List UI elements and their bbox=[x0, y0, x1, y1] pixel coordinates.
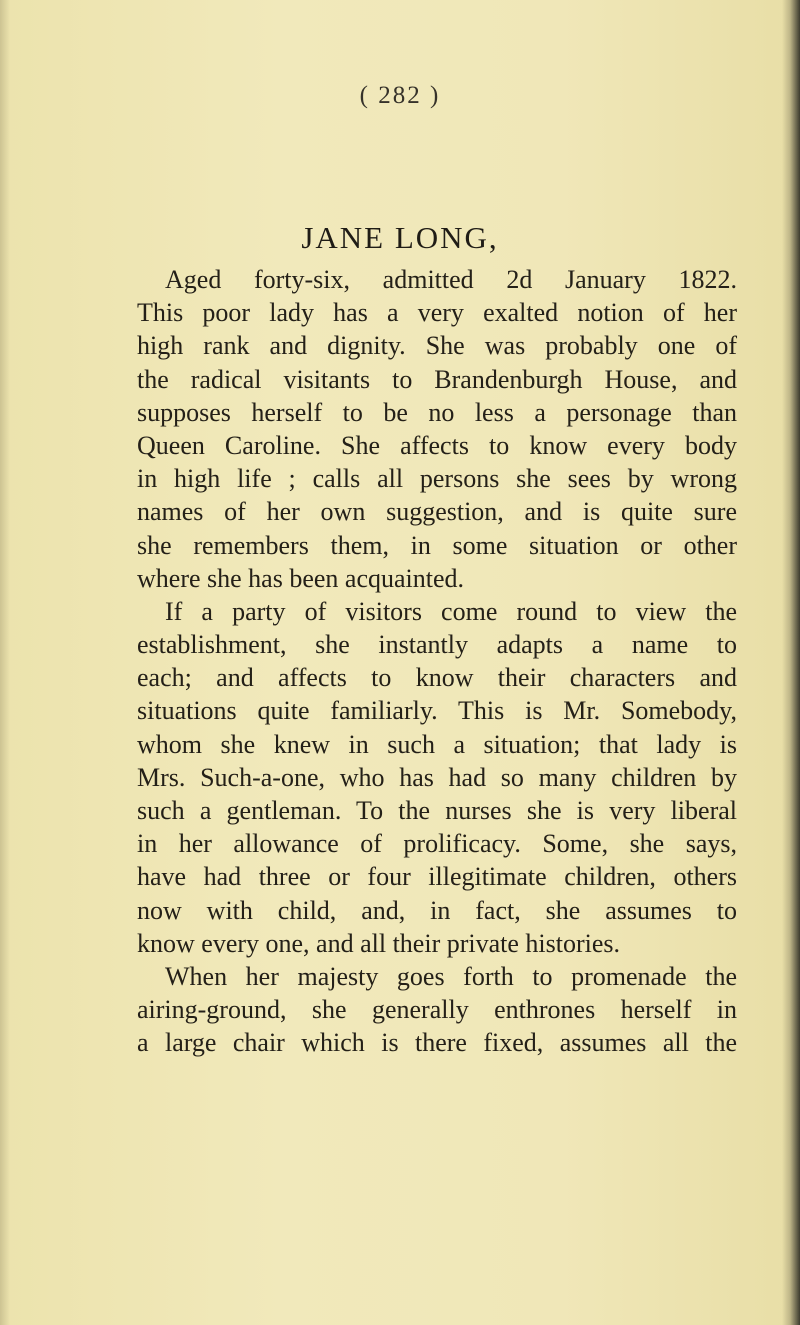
text-line: have had three or four illegitimate children, others bbox=[137, 862, 737, 892]
text-line: in high life ; calls all persons she sees by wrong bbox=[137, 464, 737, 494]
text-line: such a gentleman. To the nurses she is very liberal bbox=[137, 796, 737, 825]
text-line: establishment, she instantly adapts a name to bbox=[137, 630, 737, 660]
text-line: where she has been acquainted. bbox=[137, 563, 465, 593]
text-line: whom she knew in such a situation; that lady is bbox=[137, 729, 737, 759]
text-line: When her majesty goes forth to promenade the bbox=[165, 961, 737, 991]
text-line: she remembers them, in some situation or other bbox=[137, 530, 737, 560]
text-line: airing-ground, she generally enthrones herself in bbox=[137, 995, 737, 1025]
text-line: in her allowance of prolificacy. Some, she says, bbox=[137, 829, 737, 859]
text-line: know every one, and all their private histories. bbox=[137, 928, 621, 958]
body-text bbox=[137, 263, 737, 1060]
page-edge-shadow bbox=[782, 0, 800, 1325]
text-line: the radical visitants to Brandenburgh House, and bbox=[137, 364, 737, 394]
entry-heading: JANE LONG, bbox=[301, 220, 499, 255]
text-line: names of her own suggestion, and is quite sure bbox=[137, 497, 737, 527]
page-number: ( 282 ) bbox=[359, 82, 441, 109]
text-line: supposes herself to be no less a personage than bbox=[137, 397, 737, 427]
text-line: This poor lady has a very exalted notion of her bbox=[137, 298, 737, 328]
text-line: Mrs. Such-a-one, who has had so many children by bbox=[137, 762, 737, 792]
page-gutter-shadow bbox=[0, 0, 10, 1325]
text-line: Queen Caroline. She affects to know every body bbox=[137, 430, 737, 460]
text-line: a large chair which is there fixed, assumes all the bbox=[137, 1028, 737, 1058]
text-line: situations quite familiarly. This is Mr. Somebody, bbox=[137, 696, 737, 726]
text-line: each; and affects to know their characters and bbox=[137, 663, 737, 693]
text-line: Aged forty-six, admitted 2d January 1822. bbox=[165, 265, 737, 294]
text-line: If a party of visitors come round to view the bbox=[165, 596, 737, 626]
text-line: high rank and dignity. She was probably one of bbox=[137, 331, 737, 361]
text-line: now with child, and, in fact, she assumes to bbox=[137, 895, 737, 925]
